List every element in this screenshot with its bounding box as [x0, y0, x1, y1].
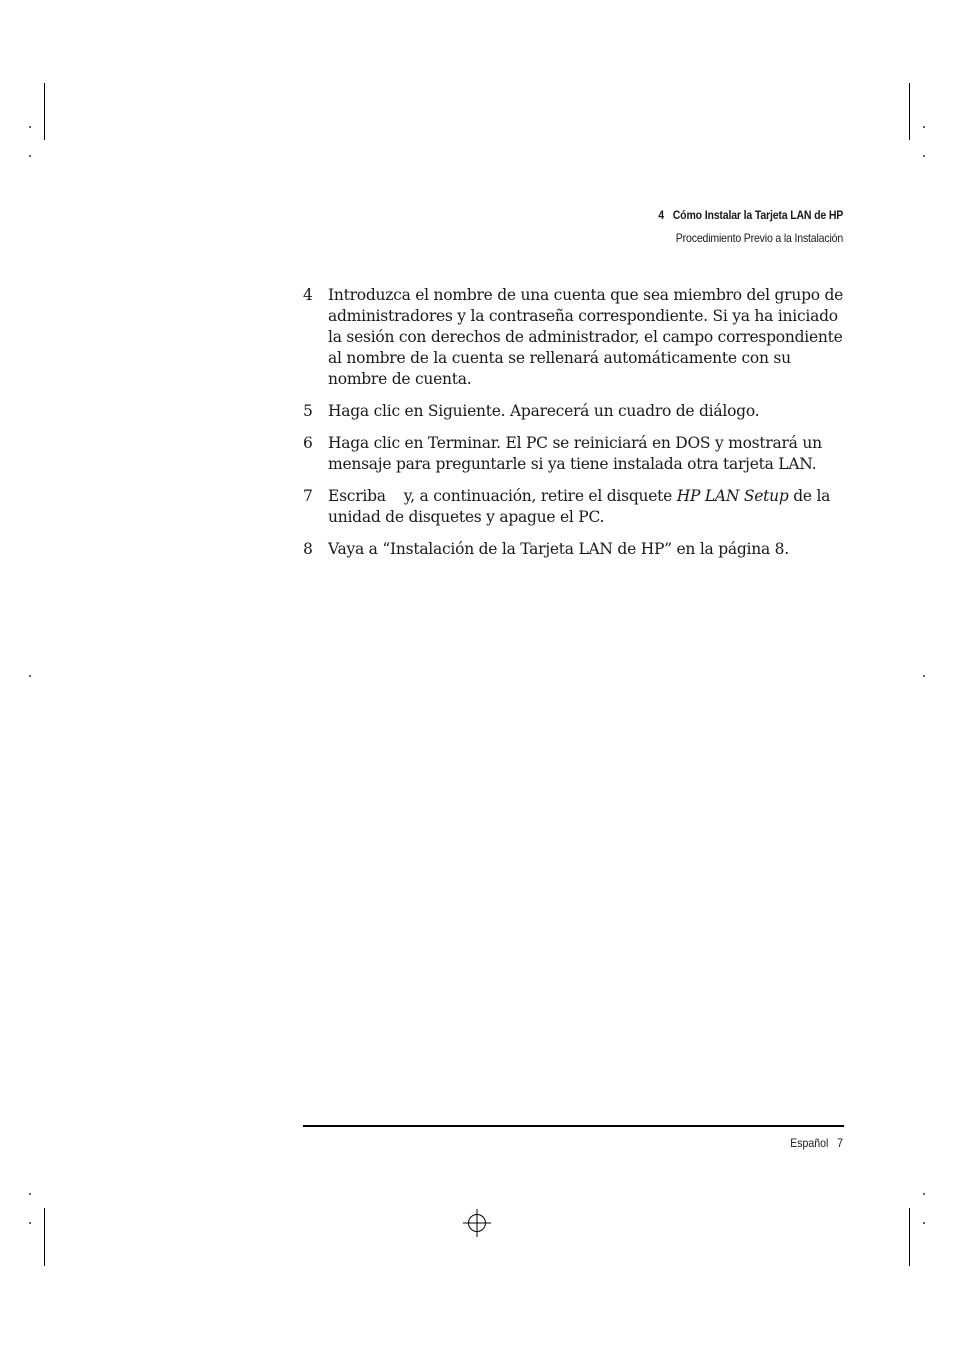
step-number: 7	[303, 487, 313, 505]
step-item	[303, 433, 845, 475]
step-text: Vaya a “Instalación de la Tarjeta LAN de HP” en la página 8.	[328, 540, 789, 558]
step-text: Haga clic en Siguiente. Aparecerá un cuadro de diálogo.	[328, 402, 760, 420]
step-text: Haga clic en Terminar. El PC se reiniciará en DOS y mostrará un mensaje para preguntarle si ya tiene instalada otra tarjeta LAN.	[328, 434, 822, 473]
step-item	[303, 401, 845, 422]
running-header-section: Procedimiento Previo a la Instalación	[675, 231, 843, 245]
trim-dot	[29, 1193, 31, 1195]
chapter-number: 4	[658, 208, 664, 222]
step-text-after: de la unidad de disquetes y apague el PC.	[328, 487, 831, 526]
step-item	[303, 285, 845, 390]
page-footer	[790, 1136, 843, 1150]
step-text-middle: y, a continuación, retire el disquete	[403, 487, 673, 505]
page-number: 7	[837, 1136, 843, 1150]
trim-dot	[29, 1222, 31, 1224]
step-number: 4	[303, 286, 313, 304]
footer-language: Español	[790, 1136, 829, 1150]
trim-dot	[29, 675, 31, 677]
trim-dot	[923, 675, 925, 677]
step-item	[303, 486, 845, 528]
trim-dot	[29, 155, 31, 157]
step-item	[303, 539, 845, 560]
product-name: HP LAN Setup	[676, 487, 789, 505]
crop-mark-top-left	[44, 83, 45, 140]
crop-mark-bottom-right	[909, 1208, 910, 1266]
step-text: Introduzca el nombre de una cuenta que sea miembro del grupo de administradores y la contraseña correspondiente. Si ya ha iniciado la sesión con derechos de administrador, el campo correspondiente al nombre de la cuenta se rellenará automáticamente con su nombre de cuenta.	[328, 286, 844, 388]
trim-dot	[923, 1222, 925, 1224]
crop-mark-bottom-left	[44, 1208, 45, 1266]
trim-dot	[923, 1193, 925, 1195]
footer-rule	[303, 1125, 844, 1127]
registration-mark-icon	[463, 1209, 491, 1237]
chapter-title: Cómo Instalar la Tarjeta LAN de HP	[672, 208, 843, 222]
step-text-before: Escriba	[328, 487, 386, 505]
step-number: 6	[303, 434, 313, 452]
trim-dot	[923, 126, 925, 128]
steps-list	[303, 285, 845, 571]
step-number: 5	[303, 402, 313, 420]
trim-dot	[29, 126, 31, 128]
step-number: 8	[303, 540, 313, 558]
running-header-chapter	[658, 208, 843, 222]
step-text	[328, 487, 830, 526]
crop-mark-top-right	[909, 83, 910, 140]
trim-dot	[923, 155, 925, 157]
